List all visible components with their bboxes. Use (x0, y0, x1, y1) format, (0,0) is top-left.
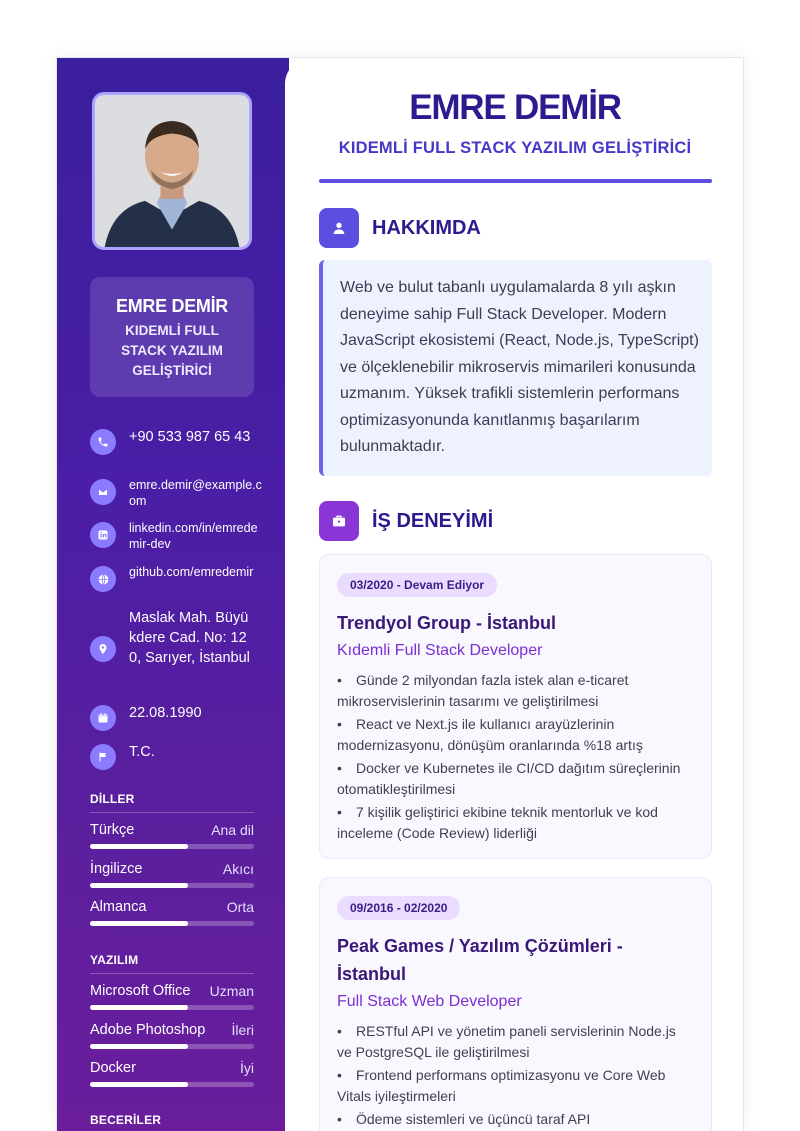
language-bar (90, 921, 254, 926)
software-title: YAZILIM (90, 953, 254, 974)
software-level: İyi (240, 1060, 254, 1076)
page-subtitle: KIDEMLİ FULL STACK YAZILIM GELİŞTİRİCİ (338, 139, 692, 157)
software-level: İleri (231, 1022, 254, 1038)
software-bar-fill (90, 1082, 188, 1087)
sidebar-name: EMRE DEMİR (115, 296, 228, 316)
language-bar (90, 844, 254, 849)
software-name: Adobe Photoshop (90, 1022, 206, 1038)
location-icon (90, 636, 116, 662)
language-item (90, 822, 254, 849)
language-level: Orta (226, 899, 254, 915)
main-content (285, 58, 744, 1131)
contact-linkedin-text: linkedin.com/in/emredemir-dev (129, 521, 258, 551)
job-company: Trendyol Group - İstanbul (337, 613, 557, 633)
language-name: İngilizce (90, 861, 143, 877)
experience-heading (319, 501, 493, 541)
software-bar (90, 1082, 254, 1087)
language-level: Akıcı (222, 861, 254, 877)
linkedin-icon (90, 522, 116, 548)
page-title: EMRE DEMİR (409, 88, 621, 127)
software-bar (90, 1005, 254, 1010)
flag-icon (90, 744, 116, 770)
job-role: Full Stack Web Developer (337, 993, 522, 1010)
job-bullet: • Docker ve Kubernetes ile CI/CD dağıtım süreçlerinin otomatikleştirilmesi (337, 760, 681, 797)
job-bullet: • 7 kişilik geliştirici ekibine teknik mentorluk ve kod inceleme (Code Review) liderliği (337, 804, 658, 841)
software-item (90, 1060, 254, 1087)
resume-page (56, 57, 744, 1131)
job-bullet-text: Frontend performans optimizasyonu ve Core Web Vitals iyileştirmeleri (337, 1067, 666, 1104)
software-item (90, 983, 254, 1010)
job-role: Kıdemli Full Stack Developer (337, 642, 543, 659)
job-date-badge: 03/2020 - Devam Ediyor (337, 573, 497, 597)
job-company: Peak Games / Yazılım Çözümleri - İstanbul (337, 936, 623, 984)
calendar-icon (90, 705, 116, 731)
language-bar-fill (90, 921, 188, 926)
language-bar (90, 883, 254, 888)
job-bullet-text: RESTful API ve yönetim paneli servislerinin Node.js ve PostgreSQL ile geliştirilmesi (337, 1023, 676, 1060)
software-bar (90, 1044, 254, 1049)
about-heading-text: HAKKIMDA (372, 216, 481, 239)
software-bar-fill (90, 1044, 188, 1049)
job-bullet-text: 7 kişilik geliştirici ekibine teknik mentorluk ve kod inceleme (Code Review) liderliği (337, 804, 658, 841)
language-item (90, 899, 254, 926)
language-bar-fill (90, 844, 188, 849)
sidebar-name-card (90, 277, 254, 397)
profile-photo (92, 92, 252, 250)
job-bullet-text: Ödeme sistemleri ve üçüncü taraf API (356, 1111, 591, 1127)
software-item (90, 1022, 254, 1049)
software-name: Docker (90, 1060, 136, 1076)
briefcase-icon (319, 501, 359, 541)
job-bullet: • Frontend performans optimizasyonu ve Core Web Vitals iyileştirmeleri (337, 1067, 666, 1104)
experience-heading-text: İŞ DENEYİMİ (372, 509, 494, 532)
profile-photo-image (95, 95, 249, 247)
contact-nationality (90, 742, 265, 770)
job-bullet-text: Günde 2 milyondan fazla istek alan e-ticaret mikroservislerinin tasarımı ve geliştirilmesi (337, 672, 629, 709)
job-date-badge: 09/2016 - 02/2020 (337, 896, 460, 920)
phone-icon (90, 429, 116, 455)
title-divider (319, 179, 712, 183)
sidebar-title: KIDEMLİ FULL STACK YAZILIM GELİŞTİRİCİ (121, 323, 223, 378)
mail-icon (90, 479, 116, 505)
contact-github[interactable] (90, 564, 265, 592)
contact-email-text: emre.demir@example.com (129, 478, 262, 508)
job-card (319, 554, 712, 859)
about-heading (319, 208, 481, 248)
language-item (90, 861, 254, 888)
contact-phone-text: +90 533 987 65 43 (129, 429, 251, 445)
skills-title: BECERİLER (90, 1113, 254, 1131)
job-bullet: • Günde 2 milyondan fazla istek alan e-ticaret mikroservislerinin tasarımı ve geliştirilmesi (337, 672, 629, 709)
language-level: Ana dil (211, 822, 254, 838)
job-bullet: • React ve Next.js ile kullanıcı arayüzlerinin modernizasyonu, dönüşüm oranlarında %18 artış (337, 716, 643, 753)
job-bullet: • Ödeme sistemleri ve üçüncü taraf API (337, 1111, 591, 1127)
software-name: Microsoft Office (90, 983, 191, 999)
job-card (319, 877, 712, 1131)
software-level: Uzman (209, 983, 254, 999)
contact-birthdate-text: 22.08.1990 (129, 705, 202, 721)
sidebar (57, 58, 289, 1131)
about-text: Web ve bulut tabanlı uygulamalarda 8 yılı aşkın deneyime sahip Full Stack Developer. Modern JavaScript ekosistemi (React, Node.js, TypeScript) ve ölçeklenebilir mikroservis mimarileri konusunda uzmanım. Yüksek trafikli sistemlerin performans optimizasyonunda kanıtlanmış başarılarım bulunmaktadır. (319, 260, 712, 476)
language-bar-fill (90, 883, 188, 888)
job-bullets (337, 670, 694, 844)
language-name: Türkçe (90, 822, 135, 838)
globe-icon (90, 566, 116, 592)
contact-nationality-text: T.C. (129, 744, 155, 760)
user-icon (319, 208, 359, 248)
language-name: Almanca (90, 899, 147, 915)
job-bullet: • RESTful API ve yönetim paneli servislerinin Node.js ve PostgreSQL ile geliştirilmesi (337, 1023, 676, 1060)
job-bullet-text: React ve Next.js ile kullanıcı arayüzlerinin modernizasyonu, dönüşüm oranlarında %18 artış (337, 716, 643, 753)
contact-address-text: Maslak Mah. Büyükdere Cad. No: 120, Sarıyer, İstanbul (129, 610, 250, 666)
contact-email[interactable] (90, 477, 265, 509)
contact-birthdate (90, 703, 265, 731)
software-bar-fill (90, 1005, 188, 1010)
contact-phone[interactable] (90, 427, 265, 455)
contact-linkedin[interactable] (90, 520, 265, 552)
contact-github-text: github.com/emredemir (129, 565, 254, 579)
job-bullet-text: Docker ve Kubernetes ile CI/CD dağıtım süreçlerinin otomatikleştirilmesi (337, 760, 681, 797)
languages-title: DİLLER (90, 792, 254, 813)
job-bullets (337, 1021, 694, 1130)
contact-address (90, 608, 265, 668)
